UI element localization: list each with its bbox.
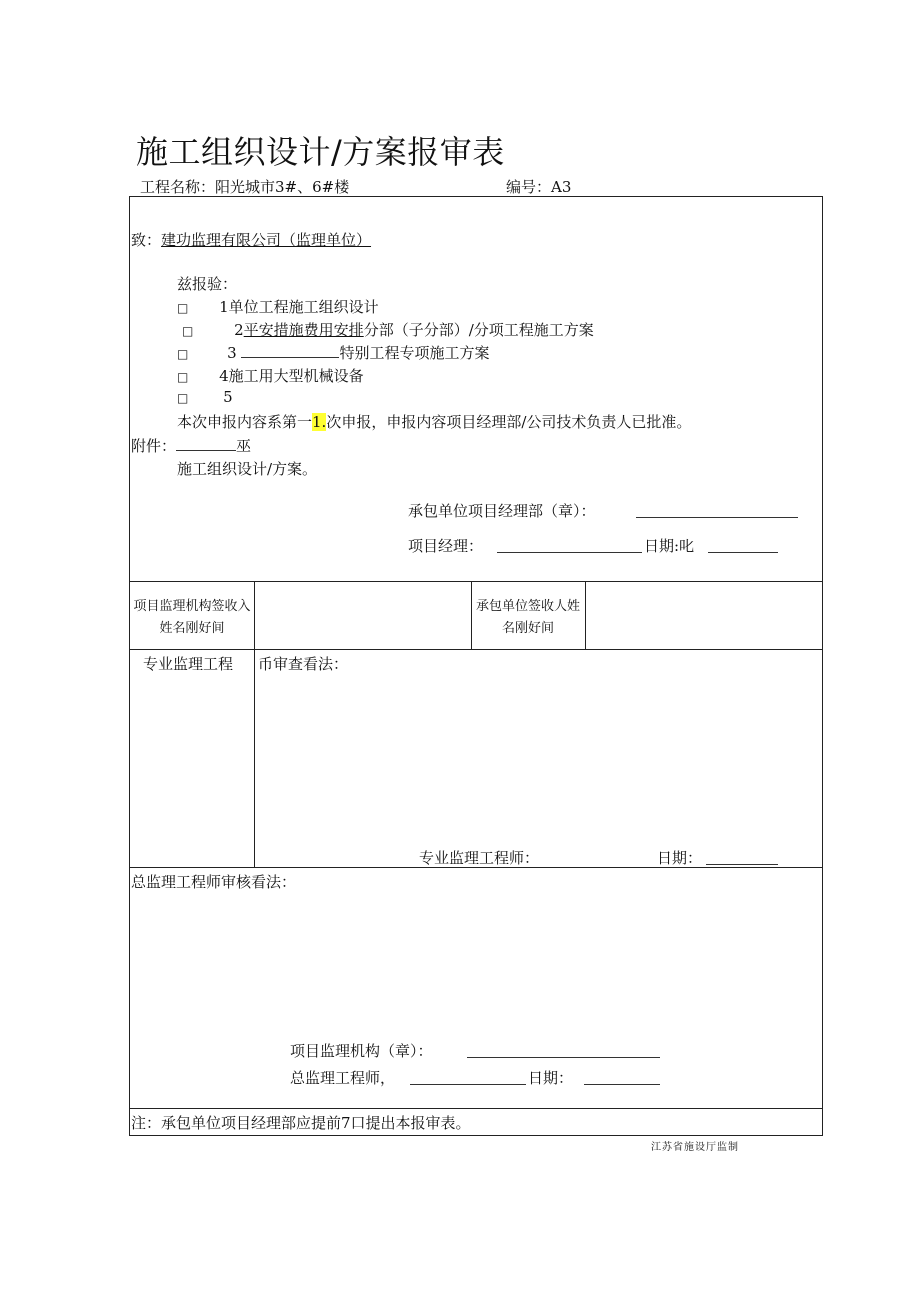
project-name-value: 阳光城市3#、6#楼 [215,178,350,196]
item-2-underlined: 平安措施费用安排 [243,321,364,339]
date-label: 日期： [657,849,703,867]
checkbox-3[interactable]: □ [177,347,189,361]
contractor-sign-label: 承包单位签收人姓名刚好间 [475,599,580,636]
list-item: □ 3 特别工程专项施工方案 [177,344,490,362]
item-1-label: 单位工程施工组织设计 [228,298,379,316]
supervision-org-seal: 项目监理机构（章）： [290,1042,433,1060]
report-intro: 兹报验： [177,275,238,293]
chief-engineer-signature-line[interactable] [410,1070,526,1085]
checkbox-1[interactable]: □ [177,301,189,315]
attachment-description: 施工组织设计/方案。 [177,460,318,478]
item-2-label: 分部（子分部）/分项工程施工方案 [363,321,594,339]
date-label: 日期： [528,1069,574,1087]
page-title: 施工组织设计/方案报审表 [136,133,505,171]
date-line[interactable] [708,538,778,553]
supervision-sign-label: 项目监理机构签收入姓名刚好间 [133,599,251,636]
checkbox-4[interactable]: □ [177,370,189,384]
list-item: □ 2平安措施费用安排分部（子分部）/分项工程施工方案 [182,321,594,339]
specialist-opinion: 币审查看法： [258,655,349,673]
project-manager: 项目经理： [408,537,484,555]
project-manager-signature-line[interactable] [497,538,642,553]
list-item: □ 4施工用大型机械设备 [177,367,364,385]
addressee [131,229,371,250]
item-3-blank[interactable] [241,343,339,358]
checkbox-5[interactable]: □ [177,391,189,405]
form-number [506,176,571,197]
chief-opinion: 总监理工程师审核看法： [131,873,297,891]
specialist-label: 专业监理工程 [143,655,234,673]
list-item: □ 5 [177,388,233,406]
supervision-seal-line[interactable] [467,1043,660,1058]
project-name [140,176,349,197]
note: 注：承包单位项目经理部应提前7口提出本报审表。 [131,1114,471,1132]
list-item: □ 1单位工程施工组织设计 [177,298,379,316]
contractor-dept-seal: 承包单位项目经理部（章）： [408,502,596,520]
specialist-engineer-label: 专业监理工程师： [419,849,540,867]
addressee-prefix: 致： [131,231,162,249]
supervision-company: 建功监理有限公司（监理单位） [161,231,372,249]
date-line[interactable] [706,850,778,865]
footer-issuer: 江苏省施设厅监制 [651,1142,739,1153]
date-line[interactable] [584,1070,660,1085]
checkbox-2[interactable]: □ [182,324,194,338]
submission-statement: 本次申报内容系第一1.次申报，申报内容项目经理部/公司技术负责人已批准。 [177,413,692,431]
form-number-label: 编号： [506,178,552,196]
attachment-label: 附件： [131,437,177,455]
attachment: 附件： 巫 [131,437,252,455]
chief-engineer-label: 总监理工程师， [290,1069,396,1087]
item-4-label: 施工用大型机械设备 [228,367,364,385]
contractor-seal-line[interactable] [636,503,798,518]
item-3-label: 特别工程专项施工方案 [339,344,490,362]
attachment-blank[interactable] [176,436,236,451]
date-label: 日期:叱 [644,537,695,555]
submission-count: 1. [312,413,327,431]
project-name-label: 工程名称： [140,178,216,196]
form-number-value: A3 [551,178,572,196]
